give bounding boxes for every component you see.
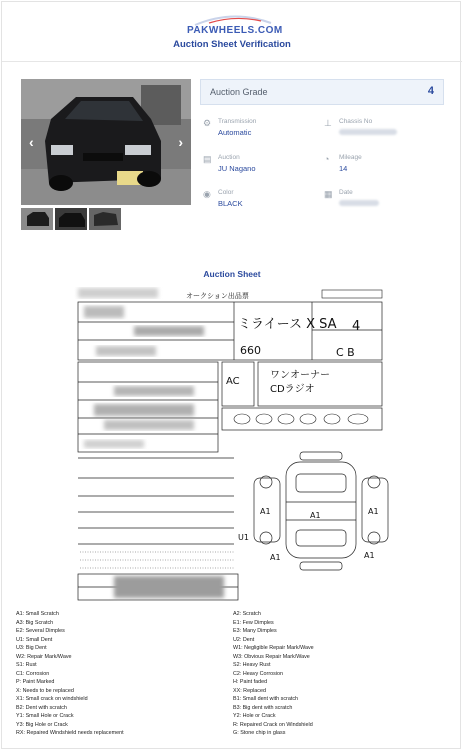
- thumbnail-3[interactable]: [89, 208, 121, 230]
- spec-label: Auction: [218, 154, 240, 161]
- spec-color: [203, 188, 313, 216]
- legend-right: [233, 610, 314, 738]
- spec-label: Mileage: [339, 154, 362, 161]
- sheet-grade-text: 4: [352, 319, 361, 334]
- legend-item: W2: Repair Mark/Wave: [16, 653, 72, 660]
- legend-item: X1: Small crack on windshield: [16, 696, 88, 702]
- damage-mark-6: A1: [364, 551, 375, 560]
- auction-grade-value: 4: [427, 85, 434, 97]
- transmission-icon: ⚙: [203, 118, 212, 128]
- auction-grade-label: Auction Grade: [210, 87, 268, 97]
- legend-item: C1: Corrosion: [16, 670, 50, 677]
- damage-mark-3: A1: [368, 507, 379, 516]
- prev-photo-icon[interactable]: ‹: [29, 134, 34, 150]
- car-photo[interactable]: [21, 79, 191, 205]
- legend-item: W1: Negligible Repair Mark/Wave: [233, 645, 314, 651]
- legend-item: A3: Big Scratch: [16, 619, 54, 626]
- legend-item: S2: Heavy Rust: [233, 662, 271, 668]
- legend-item: C2: Heavy Corrosion: [233, 670, 284, 677]
- auction-grade-bar: [200, 79, 444, 105]
- legend-item: Y3: Big Hole or Crack: [16, 721, 68, 728]
- spec-value: Automatic: [218, 128, 252, 137]
- legend-left: [16, 610, 124, 738]
- legend-item: A2: Scratch: [233, 611, 261, 617]
- auction-sheet-title: Auction Sheet: [203, 269, 261, 279]
- legend-item: S1: Rust: [16, 662, 37, 668]
- mileage-icon: ◔: [324, 154, 330, 164]
- legend-item: P: Paint Marked: [16, 679, 55, 685]
- damage-mark-5: U1: [238, 533, 249, 542]
- legend-item: X: Needs to be replaced: [16, 687, 74, 694]
- legend-item: U2: Dent: [233, 636, 255, 643]
- legend-item: R: Repaired Crack on Windshield: [233, 721, 313, 728]
- sheet-model-text: ミライース X SA: [238, 317, 337, 332]
- legend-item: E2: Several Dimples: [16, 628, 65, 634]
- sheet-grade-letters: C B: [336, 346, 355, 359]
- photo-thumbnails: [21, 208, 191, 230]
- pakwheels-logo[interactable]: [185, 13, 281, 39]
- palette-icon: ◉: [203, 189, 211, 199]
- legend-item: E1: Few Dimples: [233, 619, 274, 626]
- spec-label: Date: [339, 189, 353, 196]
- legend-item: Y2: Hole or Crack: [233, 713, 276, 719]
- legend-item: B2: Dent with scratch: [16, 704, 67, 711]
- legend-item: Y1: Small Hole or Crack: [16, 713, 74, 719]
- page-title: Auction Sheet Verification: [173, 39, 291, 50]
- legend-item: E3: Many Dimples: [233, 628, 277, 634]
- header: [2, 2, 462, 62]
- auction-sheet-image[interactable]: [74, 282, 390, 602]
- legend-item: XX: Replaced: [233, 687, 266, 694]
- spec-transmission: [203, 117, 313, 145]
- car-image: [21, 79, 191, 205]
- date-redacted: [339, 200, 379, 206]
- thumbnail-2[interactable]: [55, 208, 87, 230]
- legend-item: H: Paint faded: [233, 679, 268, 685]
- damage-mark-1: A1: [310, 511, 321, 520]
- logo-text: PAKWHEELS.COM: [187, 25, 283, 36]
- legend-item: B1: Small dent with scratch: [233, 696, 299, 702]
- thumbnail-1[interactable]: [21, 208, 53, 230]
- damage-mark-2: A1: [260, 507, 271, 516]
- sheet-displacement: 660: [240, 344, 261, 357]
- chassis-icon: ⊥: [324, 118, 332, 128]
- legend-item: RX: Repaired Windshield needs replacement: [16, 730, 124, 736]
- calendar-icon: ▦: [324, 189, 333, 199]
- spec-date: [324, 188, 434, 216]
- page-frame: [1, 1, 461, 749]
- spec-value: 14: [339, 164, 348, 173]
- spec-label: Transmission: [218, 118, 257, 125]
- spec-chassis: [324, 117, 434, 145]
- legend-item: U1: Small Dent: [16, 636, 53, 643]
- legend-item: G: Stone chip in glass: [233, 730, 286, 736]
- legend-item: A1: Small Scratch: [16, 611, 59, 617]
- legend-item: W3: Obvious Repair Mark/Wave: [233, 653, 310, 660]
- auction-sheet-scan: [74, 282, 390, 602]
- sheet-header-text: オークション出品票: [186, 292, 249, 300]
- spec-auction: [203, 153, 313, 181]
- auction-icon: ▤: [203, 154, 212, 164]
- chassis-number-redacted: [339, 129, 397, 135]
- legend-item: B3: Big dent with scratch: [233, 704, 293, 711]
- next-photo-icon[interactable]: ›: [178, 134, 183, 150]
- damage-mark-4: A1: [270, 553, 281, 562]
- sheet-notes-2: CDラジオ: [270, 384, 315, 395]
- spec-label: Chassis No: [339, 118, 373, 125]
- spec-value: BLACK: [218, 199, 243, 208]
- spec-mileage: [324, 153, 434, 181]
- legend-item: U3: Big Dent: [16, 645, 47, 651]
- sheet-trans-code: AC: [226, 376, 240, 387]
- spec-label: Color: [218, 189, 234, 196]
- sheet-notes-1: ワンオーナー: [270, 370, 330, 381]
- spec-value: JU Nagano: [218, 164, 256, 173]
